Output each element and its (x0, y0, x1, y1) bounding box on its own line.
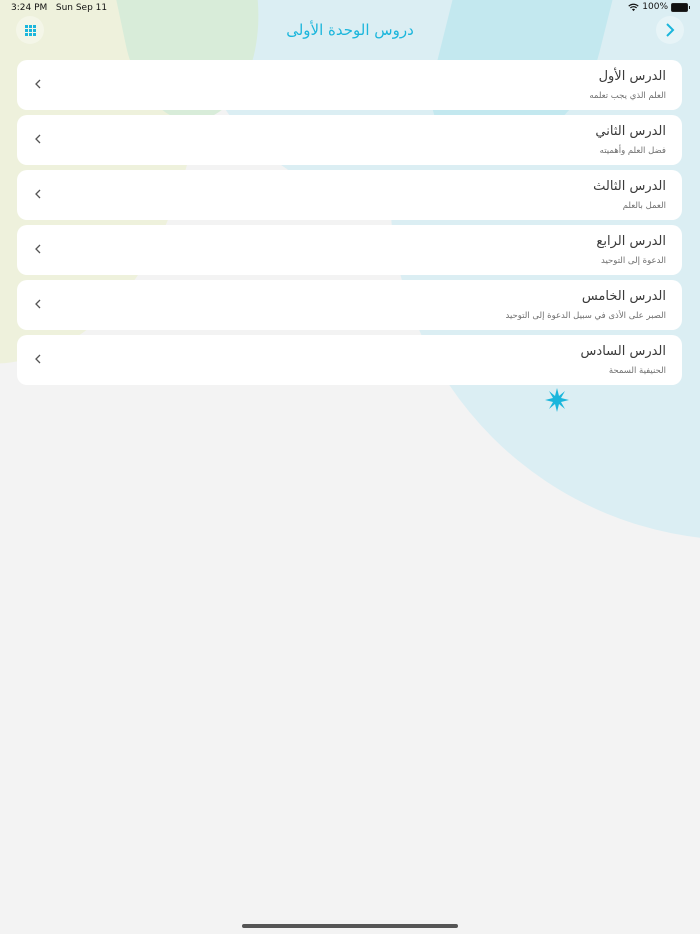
battery-icon (671, 3, 688, 12)
back-button[interactable] (656, 16, 684, 44)
battery-percent: 100% (642, 2, 668, 12)
lesson-title: الدرس الأول (598, 69, 666, 84)
lesson-title: الدرس الثالث (593, 179, 666, 194)
lesson-title: الدرس الخامس (581, 289, 666, 304)
status-bar (0, 0, 700, 16)
navigation-bar (0, 16, 700, 46)
star-decoration-icon (545, 388, 569, 412)
lesson-subtitle: العلم الذي يجب تعلمه (589, 91, 666, 101)
lesson-row-1[interactable] (17, 60, 682, 110)
chevron-left-icon (33, 187, 43, 201)
lesson-list (17, 60, 682, 390)
chevron-left-icon (33, 352, 43, 366)
lesson-subtitle: الحنيفية السمحة (608, 366, 666, 376)
lesson-subtitle: فضل العلم وأهميته (599, 146, 666, 156)
lesson-title: الدرس الرابع (596, 234, 666, 249)
chevron-left-icon (33, 242, 43, 256)
lesson-subtitle: العمل بالعلم (622, 201, 666, 211)
chevron-left-icon (33, 297, 43, 311)
lesson-row-4[interactable] (17, 225, 682, 275)
lesson-row-2[interactable] (17, 115, 682, 165)
page-title: دروس الوحدة الأولى (286, 21, 414, 39)
home-indicator[interactable] (242, 924, 458, 928)
lesson-title: الدرس الثاني (595, 124, 666, 139)
status-time: 3:24 PM Sun Sep 11 (11, 3, 108, 13)
chevron-left-icon (33, 77, 43, 91)
chevron-right-icon (665, 23, 675, 37)
chevron-left-icon (33, 132, 43, 146)
lesson-subtitle: الدعوة إلى التوحيد (601, 256, 666, 266)
lesson-row-6[interactable] (17, 335, 682, 385)
lesson-row-5[interactable] (17, 280, 682, 330)
lesson-subtitle: الصبر على الأذى في سبيل الدعوة إلى التوحيد (505, 311, 666, 321)
lesson-title: الدرس السادس (580, 344, 666, 359)
wifi-icon (628, 3, 639, 12)
lesson-row-3[interactable] (17, 170, 682, 220)
